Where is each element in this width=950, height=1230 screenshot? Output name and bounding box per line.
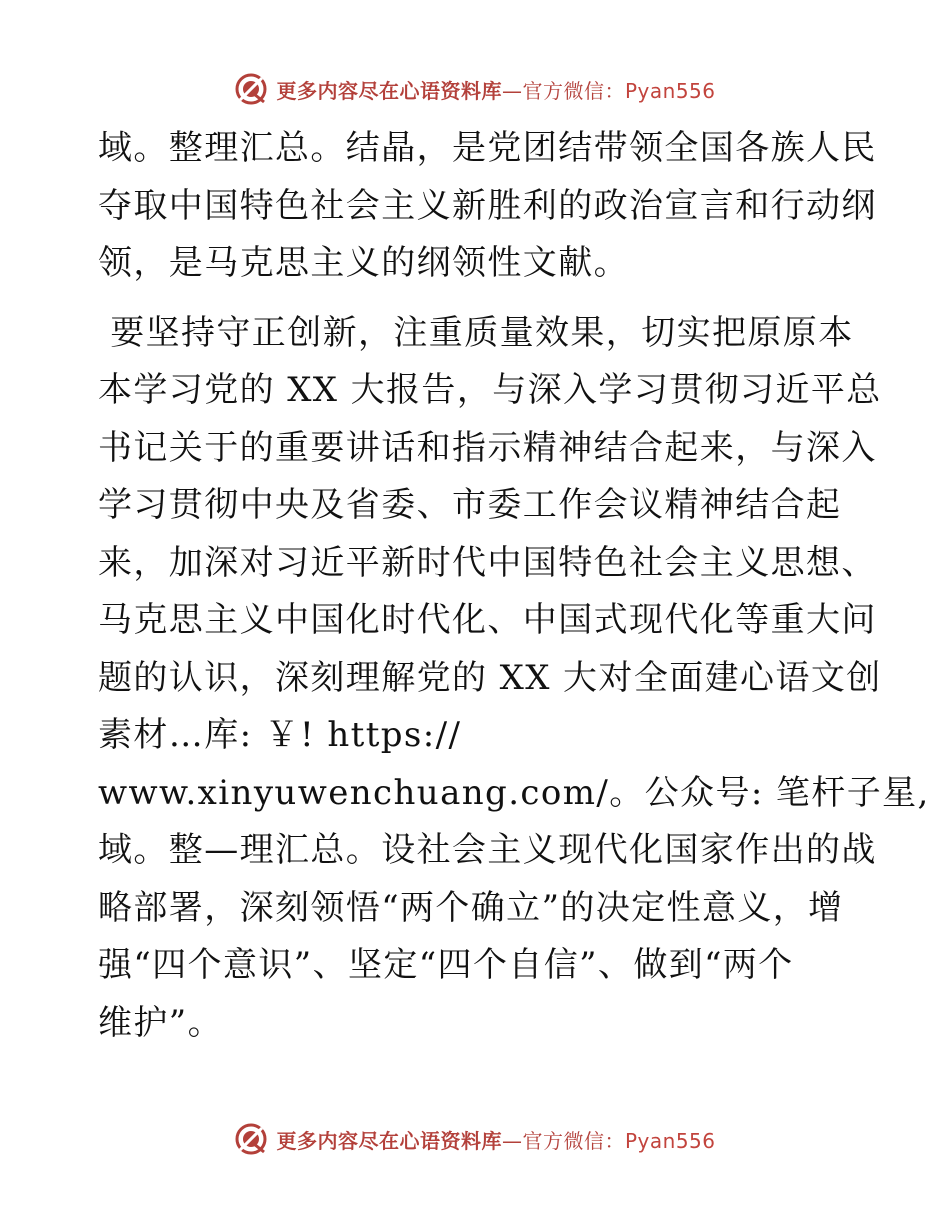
banner-official-label: 官方微信： [522,78,625,103]
banner-dash: — [501,78,523,103]
document-body [98,120,930,1052]
text-line: 本学习党的 XX 大报告，与深入学习贯彻习近平总 [98,370,882,410]
seal-logo-icon [234,72,268,106]
text-line: 马克思主义中国化时代化、中国式现代化等重大问 [98,600,877,640]
text-line: 书记关于的重要讲话和指示精神结合起来，与深入 [98,427,877,468]
text-line: 题的认识，深刻理解党的 XX 大对全面建心语文创 [98,657,882,698]
text-line: 域。整—理汇总。设社会主义现代化国家作出的战 [98,830,877,870]
text-line: 来，加深对习近平新时代中国特色社会主义思想、 [98,542,877,583]
text-line: 素材…库: ￥! https:// [98,715,462,755]
seal-logo-icon [234,1122,268,1156]
text-line: www.xinyuwenchuang.com/。公众号: 笔杆子星, [98,772,930,813]
paragraph-2 [98,305,930,1053]
banner-dash: — [501,1128,523,1153]
banner-text [276,1125,715,1154]
text-line: 略部署，深刻领悟“两个确立”的决定性意义，增 [98,887,844,928]
banner-brand: 更多内容尽在心语资料库 [276,1128,502,1153]
banner-wechat-id: Pyan556 [624,1128,716,1153]
banner-brand: 更多内容尽在心语资料库 [276,78,502,103]
text-line: 域。整理汇总。结晶，是党团结带领全国各族人民 [98,128,877,168]
banner-text [276,75,715,104]
text-line: 要坚持守正创新，注重质量效果，切实把原原本 [98,312,854,353]
banner-official-label: 官方微信： [522,1128,625,1153]
page-footer-banner [0,1122,950,1156]
page-header-banner [0,72,950,106]
text-line: 维护”。 [98,1002,223,1043]
text-line: 学习贯彻中央及省委、市委工作会议精神结合起 [98,485,842,525]
banner-wechat-id: Pyan556 [624,78,716,103]
paragraph-1 [98,120,877,293]
text-line: 夺取中国特色社会主义新胜利的政治宣言和行动纲 [98,185,877,226]
text-line: 领，是马克思主义的纲领性文献。 [98,243,629,283]
text-line: 强“四个意识”、坚定“四个自信”、做到“两个 [98,945,794,985]
